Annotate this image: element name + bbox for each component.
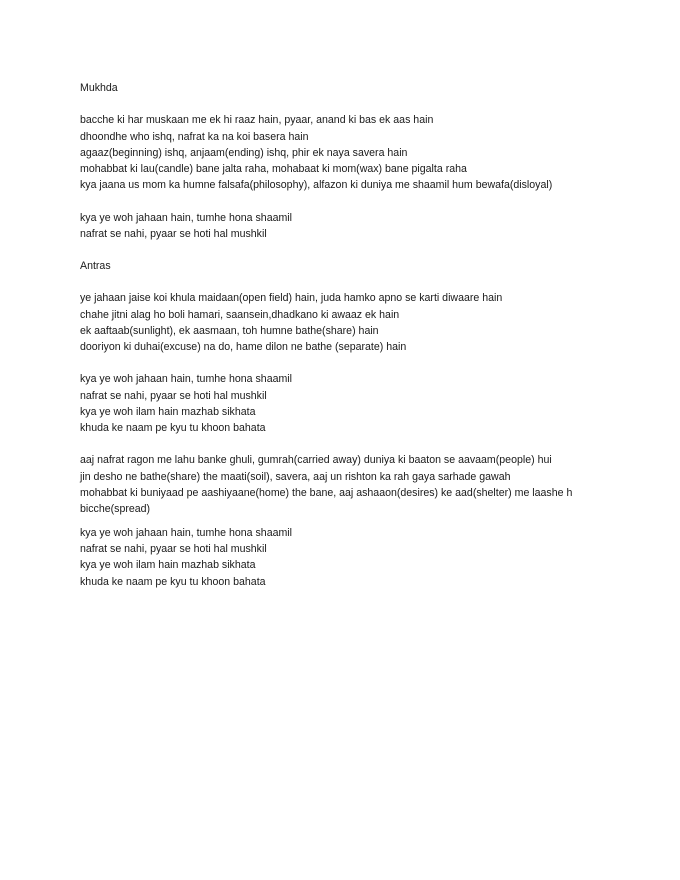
antra-block [80, 290, 640, 355]
lyric-line: bicche(spread) [80, 502, 151, 515]
lyric-line: kya ye woh ilam hain mazhab sikhata [80, 559, 256, 572]
document-body [80, 80, 640, 590]
mukhda-block [80, 112, 640, 193]
lyric-line: khuda ke naam pe kyu tu khoon bahata [80, 575, 266, 588]
lyric-line: kya ye woh jahaan hain, tumhe hona shaamil [80, 373, 293, 386]
lyric-line: mohabbat ki buniyaad pe aashiyaane(home) the bane, aaj ashaaon(desires) ke aad(shelter) me laashe h [80, 486, 573, 499]
lyric-line: dhoondhe who ishq, nafrat ka na koi basera hain [80, 130, 309, 143]
chorus-block [80, 525, 640, 590]
lyric-line: kya ye woh jahaan hain, tumhe hona shaamil [80, 211, 293, 224]
lyric-line: kya ye woh ilam hain mazhab sikhata [80, 405, 256, 418]
lyric-line: kya ye woh jahaan hain, tumhe hona shaamil [80, 527, 293, 540]
lyric-line: mohabbat ki lau(candle) bane jalta raha, mohabaat ki mom(wax) bane pigalta raha [80, 162, 467, 175]
chorus-block [80, 371, 640, 436]
lyric-line: nafrat se nahi, pyaar se hoti hal mushkil [80, 227, 267, 240]
lyric-line: agaaz(beginning) ishq, anjaam(ending) ishq, phir ek naya savera hain [80, 146, 408, 159]
lyric-line: nafrat se nahi, pyaar se hoti hal mushkil [80, 389, 267, 402]
lyric-line: dooriyon ki duhai(excuse) na do, hame dilon ne bathe (separate) hain [80, 341, 407, 353]
lyric-line: jin desho ne bathe(share) the maati(soil), savera, aaj un rishton ka rah gaya sarhade gawah [80, 470, 511, 483]
lyric-line: ek aaftaab(sunlight), ek aasmaan, toh humne bathe(share) hain [80, 324, 379, 337]
chorus-block [80, 210, 640, 242]
lyric-line: ye jahaan jaise koi khula maidaan(open field) hain, juda hamko apno se karti diwaare hain [80, 292, 503, 305]
lyric-line: bacche ki har muskaan me ek hi raaz hain, pyaar, anand ki bas ek aas hain [80, 114, 434, 127]
section-heading-mukhda: Mukhda [80, 82, 118, 94]
antra-block [80, 452, 640, 517]
lyric-line: khuda ke naam pe kyu tu khoon bahata [80, 421, 266, 434]
lyric-line: chahe jitni alag ho boli hamari, saansein,dhadkano ki awaaz ek hain [80, 308, 400, 321]
section-heading-antras: Antras [80, 260, 111, 273]
lyric-line: nafrat se nahi, pyaar se hoti hal mushkil [80, 543, 267, 556]
lyric-line: aaj nafrat ragon me lahu banke ghuli, gumrah(carried away) duniya ki baaton se aavaam(people) hui [80, 454, 552, 467]
lyric-line: kya jaana us mom ka humne falsafa(philosophy), alfazon ki duniya me shaamil hum bewafa(disloyal) [80, 179, 553, 192]
